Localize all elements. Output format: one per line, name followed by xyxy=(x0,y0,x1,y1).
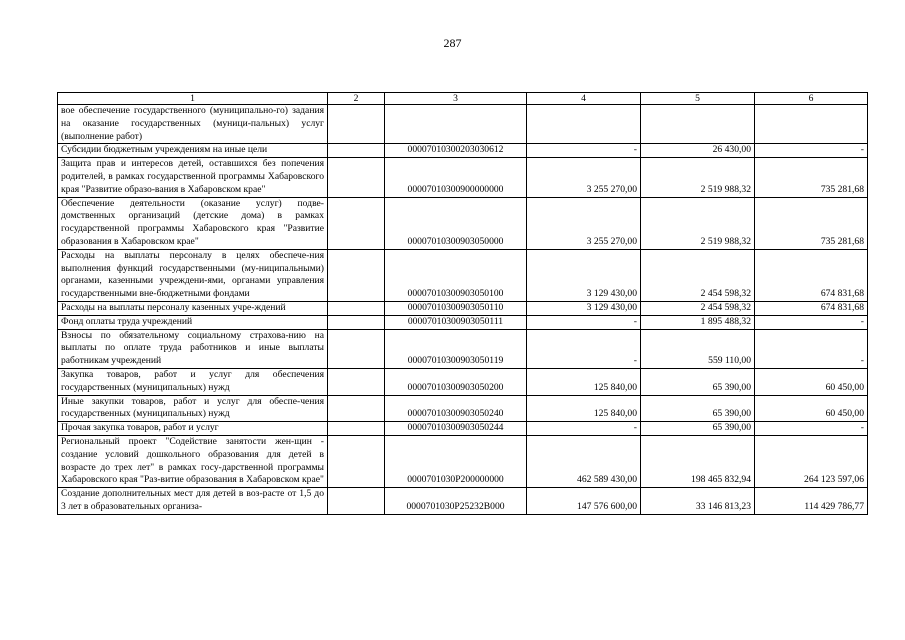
row-value-6-cell: 735 281,68 xyxy=(755,158,868,197)
row-col2-cell xyxy=(328,105,385,144)
row-value-4-cell: - xyxy=(527,144,641,158)
header-col-3: 3 xyxy=(385,93,527,105)
row-code-cell xyxy=(385,105,527,144)
row-value-6-cell: - xyxy=(755,422,868,436)
row-name-cell: Иные закупки товаров, работ и услуг для обеспе-чения государственных (муниципальных) нужд xyxy=(58,395,328,422)
row-value-6-cell: - xyxy=(755,315,868,329)
row-value-6-cell: - xyxy=(755,329,868,368)
budget-table xyxy=(57,92,868,515)
row-value-6-cell: 60 450,00 xyxy=(755,368,868,395)
row-name-cell: Прочая закупка товаров, работ и услуг xyxy=(58,422,328,436)
row-value-5-cell: 559 110,00 xyxy=(641,329,755,368)
row-value-5-cell: 2 454 598,32 xyxy=(641,301,755,315)
row-value-6-cell: 674 831,68 xyxy=(755,301,868,315)
table-row xyxy=(58,435,868,487)
row-code-cell: 00007010300900000000 xyxy=(385,158,527,197)
row-code-cell: 00007010300903050244 xyxy=(385,422,527,436)
row-value-5-cell: 2 454 598,32 xyxy=(641,249,755,301)
row-value-5-cell: 2 519 988,32 xyxy=(641,197,755,249)
row-code-cell: 0000701030P25232В000 xyxy=(385,488,527,515)
row-value-4-cell: - xyxy=(527,329,641,368)
header-row xyxy=(58,93,868,105)
row-name-cell: Обеспечение деятельности (оказание услуг) подве-домственных организаций (детские дома) в рамках государственной программы Хабаровского края "Развитие образования в Хабаровском крае" xyxy=(58,197,328,249)
row-value-4-cell: 125 840,00 xyxy=(527,368,641,395)
table-row xyxy=(58,329,868,368)
row-col2-cell xyxy=(328,315,385,329)
table-row xyxy=(58,301,868,315)
header-col-5: 5 xyxy=(641,93,755,105)
row-name-cell: Создание дополнительных мест для детей в воз-расте от 1,5 до 3 лет в образовательных организа- xyxy=(58,488,328,515)
row-value-4-cell: 3 129 430,00 xyxy=(527,301,641,315)
row-code-cell: 00007010300903050100 xyxy=(385,249,527,301)
row-value-5-cell: 1 895 488,32 xyxy=(641,315,755,329)
header-col-1: 1 xyxy=(58,93,328,105)
row-code-cell: 00007010300903050119 xyxy=(385,329,527,368)
row-value-5-cell: 65 390,00 xyxy=(641,422,755,436)
row-value-6-cell: 735 281,68 xyxy=(755,197,868,249)
row-col2-cell xyxy=(328,158,385,197)
row-value-4-cell xyxy=(527,105,641,144)
row-name-cell: Закупка товаров, работ и услуг для обеспечения государственных (муниципальных) нужд xyxy=(58,368,328,395)
table-row xyxy=(58,144,868,158)
row-col2-cell xyxy=(328,301,385,315)
row-value-6-cell: 264 123 597,06 xyxy=(755,435,868,487)
row-name-cell: Расходы на выплаты персоналу в целях обеспече-ния выполнения функций государственными (му-ниципальными) органами, казенными учреждени-ями, органами управления государственными вне-бюджетными фондами xyxy=(58,249,328,301)
row-name-cell: Расходы на выплаты персоналу казенных учре-ждений xyxy=(58,301,328,315)
row-value-4-cell: - xyxy=(527,422,641,436)
row-name-cell: Фонд оплаты труда учреждений xyxy=(58,315,328,329)
row-value-5-cell: 2 519 988,32 xyxy=(641,158,755,197)
table-row xyxy=(58,422,868,436)
row-col2-cell xyxy=(328,422,385,436)
row-value-4-cell: - xyxy=(527,315,641,329)
row-col2-cell xyxy=(328,329,385,368)
row-value-5-cell: 33 146 813,23 xyxy=(641,488,755,515)
row-value-4-cell: 125 840,00 xyxy=(527,395,641,422)
table-row xyxy=(58,158,868,197)
row-value-4-cell: 462 589 430,00 xyxy=(527,435,641,487)
row-value-6-cell: - xyxy=(755,144,868,158)
row-value-4-cell: 3 129 430,00 xyxy=(527,249,641,301)
row-name-cell: Субсидии бюджетным учреждениям на иные цели xyxy=(58,144,328,158)
table-row xyxy=(58,488,868,515)
table-row xyxy=(58,249,868,301)
row-name-cell: вое обеспечение государственного (муниципально-го) задания на оказание государственных (муници-пальных) услуг (выполнение работ) xyxy=(58,105,328,144)
row-value-4-cell: 147 576 600,00 xyxy=(527,488,641,515)
row-value-4-cell: 3 255 270,00 xyxy=(527,158,641,197)
row-code-cell: 00007010300903050240 xyxy=(385,395,527,422)
row-name-cell: Защита прав и интересов детей, оставшихся без попечения родителей, в рамках государственной программы Хабаровского края "Развитие образо-вания в Хабаровском крае" xyxy=(58,158,328,197)
row-value-4-cell: 3 255 270,00 xyxy=(527,197,641,249)
row-value-5-cell: 65 390,00 xyxy=(641,368,755,395)
row-col2-cell xyxy=(328,368,385,395)
table-row xyxy=(58,395,868,422)
row-col2-cell xyxy=(328,488,385,515)
row-value-6-cell: 114 429 786,77 xyxy=(755,488,868,515)
row-value-6-cell: 674 831,68 xyxy=(755,249,868,301)
row-col2-cell xyxy=(328,144,385,158)
row-code-cell: 00007010300203030612 xyxy=(385,144,527,158)
header-col-4: 4 xyxy=(527,93,641,105)
header-col-2: 2 xyxy=(328,93,385,105)
row-value-5-cell: 65 390,00 xyxy=(641,395,755,422)
row-value-6-cell xyxy=(755,105,868,144)
page-number: 287 xyxy=(443,36,462,50)
row-col2-cell xyxy=(328,249,385,301)
header-col-6: 6 xyxy=(755,93,868,105)
row-code-cell: 0000701030P200000000 xyxy=(385,435,527,487)
row-value-6-cell: 60 450,00 xyxy=(755,395,868,422)
table-row xyxy=(58,368,868,395)
table-row xyxy=(58,315,868,329)
row-value-5-cell xyxy=(641,105,755,144)
row-value-5-cell: 26 430,00 xyxy=(641,144,755,158)
row-value-5-cell: 198 465 832,94 xyxy=(641,435,755,487)
row-col2-cell xyxy=(328,435,385,487)
row-name-cell: Региональный проект "Содействие занятости жен-щин - создание условий дошкольного образования для детей в возрасте до трех лет" в рамках госу-дарственной программы Хабаровского края "Раз-витие образования в Хабаровском крае" xyxy=(58,435,328,487)
row-code-cell: 00007010300903050000 xyxy=(385,197,527,249)
table-row xyxy=(58,197,868,249)
row-name-cell: Взносы по обязательному социальному страхова-нию на выплаты по оплате труда работников и иные выплаты работникам учреждений xyxy=(58,329,328,368)
row-col2-cell xyxy=(328,395,385,422)
table-row xyxy=(58,105,868,144)
row-code-cell: 00007010300903050200 xyxy=(385,368,527,395)
row-code-cell: 00007010300903050110 xyxy=(385,301,527,315)
row-code-cell: 00007010300903050111 xyxy=(385,315,527,329)
row-col2-cell xyxy=(328,197,385,249)
